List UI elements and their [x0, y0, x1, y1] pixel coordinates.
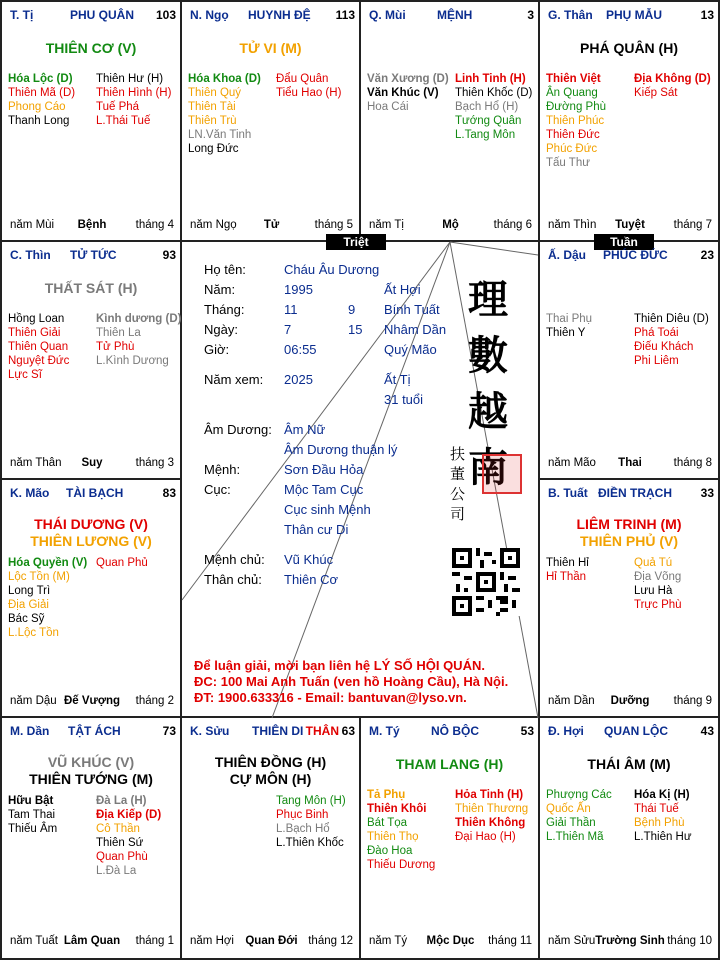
palace-year: năm Sửu	[548, 935, 596, 947]
palace-year: năm Tý	[369, 935, 408, 947]
main-stars	[2, 280, 180, 297]
minor-star: L.Đà La	[96, 865, 137, 877]
minor-star: Thiên Thương	[455, 803, 529, 815]
palace-name: TẬT ÁCH	[68, 724, 121, 738]
palace-name: TÀI BẠCH	[66, 486, 124, 500]
minor-star: Tử Phù	[96, 341, 135, 353]
minor-star: Bác Sỹ	[8, 613, 45, 625]
minor-star: Hóa Kị (H)	[634, 789, 690, 801]
palace-dan	[2, 718, 180, 956]
minor-star: Thiên Khốc (D)	[455, 87, 533, 99]
palace-header	[548, 724, 714, 740]
minor-star: Phong Cáo	[8, 101, 66, 113]
palace-thin	[2, 242, 180, 478]
minor-star: Hỉ Thần	[546, 571, 587, 583]
minor-star: Thiên Giải	[8, 327, 61, 339]
palace-name: TỬ TỨC	[70, 248, 117, 262]
palace-year: năm Thân	[10, 457, 62, 469]
palace-header	[369, 8, 534, 24]
palace-year: năm Hợi	[190, 935, 234, 947]
qr-code-icon[interactable]	[452, 548, 520, 616]
main-star: LIÊM TRINH (M)	[576, 516, 682, 532]
minor-star: Địa Võng	[634, 571, 682, 583]
main-star: THIÊN ĐỒNG (H)	[214, 754, 327, 770]
cuc-value-2: Cục sinh Mệnh	[284, 502, 371, 517]
palace-name: HUYNH ĐỆ	[248, 8, 311, 22]
palace-year: năm Tuất	[10, 935, 58, 947]
truong-sinh-stage: Tuyệt	[615, 219, 645, 231]
palace-mui	[361, 2, 538, 240]
palace-number: 53	[520, 724, 534, 738]
palace-month: tháng 7	[673, 219, 712, 231]
palace-footer	[10, 218, 174, 232]
minor-star: Cô Thần	[96, 823, 140, 835]
minor-star: Tang Môn (H)	[276, 795, 346, 807]
minor-star: Quốc Ấn	[546, 803, 591, 815]
minor-stars-left	[546, 72, 606, 170]
minor-star: Thiên Khôi	[367, 803, 427, 815]
palace-name: THIÊN DI	[252, 724, 304, 738]
palace-position: Ấ. Dậu	[548, 248, 587, 262]
main-star: THAM LANG (H)	[395, 756, 504, 772]
minor-star: Thiên Việt	[546, 73, 601, 85]
truong-sinh-stage: Lâm Quan	[63, 935, 121, 947]
minor-star: Tấu Thư	[546, 157, 590, 169]
minor-stars-left	[8, 312, 69, 382]
minor-star: Văn Khúc (V)	[367, 87, 439, 99]
palace-position: G. Thân	[548, 8, 593, 22]
palace-month: tháng 8	[673, 457, 712, 469]
minor-star: Thiên Không	[455, 817, 526, 829]
cuc-value: Mộc Tam Cục	[284, 482, 364, 497]
palace-name: PHÚC ĐỨC	[603, 248, 668, 262]
minor-star: Giải Thần	[546, 817, 596, 829]
minor-star: L.Bạch Hổ	[276, 823, 330, 835]
minor-star: Tả Phụ	[367, 789, 406, 801]
minor-star: Thiên Tài	[188, 101, 236, 113]
palace-header	[548, 8, 714, 24]
minor-stars-left	[546, 312, 592, 340]
minor-star: Thiên Quan	[8, 341, 69, 353]
contact-line-1: Để luận giải, mời bạn liên hệ LÝ SỐ HỘI QUÁN.	[194, 658, 485, 673]
minor-stars-right	[276, 72, 341, 100]
palace-header	[10, 486, 176, 502]
minor-stars-left	[367, 72, 449, 114]
minor-stars-left	[367, 788, 435, 872]
amduong-value-2: Âm Dương thuận lý	[284, 442, 398, 457]
palace-header	[190, 724, 355, 740]
palace-footer	[10, 456, 174, 470]
minor-stars-left	[8, 556, 87, 640]
minor-star: Lộc Tồn (M)	[8, 571, 70, 583]
main-star: THIÊN TƯỚNG (M)	[29, 771, 153, 787]
minor-star: Bệnh Phù	[634, 817, 685, 829]
palace-header	[10, 248, 176, 264]
main-star: VŨ KHÚC (V)	[47, 754, 135, 770]
truong-sinh-stage: Mộc Dục	[426, 935, 475, 947]
palace-year: năm Thìn	[548, 219, 597, 231]
minor-stars-right	[634, 788, 692, 844]
palace-month: tháng 5	[314, 219, 353, 231]
minor-stars-left	[546, 556, 589, 584]
truong-sinh-stage: Bệnh	[77, 219, 107, 231]
calligraphy-char: 南	[468, 444, 508, 491]
minor-stars-right	[455, 788, 528, 844]
minor-star: Quả Tú	[634, 557, 673, 569]
minor-star: Thiên Đức	[546, 129, 600, 141]
minor-stars-left	[546, 788, 612, 844]
palace-month: tháng 3	[135, 457, 174, 469]
minor-star: Tuế Phá	[96, 101, 140, 113]
cuc-label: Cục:	[204, 482, 231, 497]
palace-ti	[2, 2, 180, 240]
palace-position: M. Dần	[10, 724, 50, 738]
minor-star: Nguyệt Đức	[8, 355, 70, 367]
palace-header	[190, 8, 355, 24]
minor-star: Tướng Quân	[455, 115, 522, 127]
palace-footer	[190, 218, 353, 232]
palace-footer	[548, 456, 712, 470]
minor-star: L.Thiên Mã	[546, 831, 604, 843]
year-label: Năm:	[204, 282, 236, 297]
minor-star: Lưu Hà	[634, 585, 673, 597]
minor-star: Phúc Đức	[546, 143, 598, 155]
minor-star: Quan Phủ	[96, 557, 148, 569]
minor-star: Thiên Quý	[188, 87, 242, 99]
day-canchi: Nhâm Dần	[384, 322, 447, 337]
truong-sinh-stage: Mộ	[442, 219, 459, 231]
minor-star: L.Thiên Hư	[634, 831, 692, 843]
main-stars	[540, 516, 718, 550]
main-stars	[182, 40, 359, 57]
calligraphy-char: 越	[468, 388, 508, 435]
palace-name: PHU QUÂN	[70, 8, 135, 22]
minor-star: Thiên Trù	[188, 115, 237, 127]
main-star: THIÊN LƯƠNG (V)	[30, 533, 152, 549]
truong-sinh-stage: Quan Đới	[245, 935, 298, 947]
day-value: 7	[284, 322, 292, 337]
palace-name: QUAN LỘC	[604, 724, 668, 738]
minor-star: Phượng Các	[546, 789, 612, 801]
palace-number: 23	[700, 248, 714, 262]
minor-stars-right	[634, 72, 711, 100]
calligraphy-char: 扶	[450, 445, 466, 463]
age: 31 tuổi	[384, 392, 424, 407]
minor-star: Thiên Hình (H)	[96, 87, 172, 99]
minor-star: Thiếu Dương	[367, 859, 436, 871]
palace-number: 103	[155, 8, 176, 22]
minor-star: Hữu Bật	[8, 795, 54, 807]
minor-star: Đại Hao (H)	[455, 831, 516, 843]
palace-mao	[2, 480, 180, 716]
palace-number: 63	[341, 724, 355, 738]
minor-star: Thiên Sứ	[96, 837, 144, 849]
minor-stars-right	[96, 794, 161, 878]
amduong-label: Âm Dương:	[204, 422, 272, 437]
calligraphy-sub	[450, 444, 465, 524]
main-stars	[540, 40, 718, 57]
minor-star: Phi Liêm	[634, 355, 679, 367]
than-marker: THÂN	[305, 724, 339, 738]
month-canchi: Bính Tuất	[384, 302, 440, 317]
palace-position: M. Tý	[369, 724, 400, 738]
palace-month: tháng 11	[488, 935, 532, 947]
minor-star: Thiên Hỉ	[546, 557, 589, 569]
palace-name: PHỤ MẪU	[606, 8, 662, 22]
minor-star: LN.Văn Tinh	[188, 129, 252, 141]
minor-star: Thái Tuế	[634, 803, 679, 815]
palace-header	[10, 724, 176, 740]
minor-star: Địa Kiếp (D)	[96, 809, 162, 821]
hour-label: Giờ:	[204, 342, 230, 357]
minor-star: L.Thái Tuế	[96, 115, 151, 127]
palace-number: 93	[162, 248, 176, 262]
main-star: THÁI DƯƠNG (V)	[34, 516, 148, 532]
truong-sinh-stage: Dưỡng	[610, 695, 650, 707]
palace-year: năm Mùi	[10, 219, 55, 231]
palace-month: tháng 12	[308, 935, 353, 947]
palace-position: T. Tị	[10, 8, 34, 22]
minor-stars-right	[276, 794, 346, 850]
palace-month: tháng 1	[135, 935, 174, 947]
minor-stars-right	[96, 556, 148, 570]
minor-star: Long Đức	[188, 143, 239, 155]
palace-position: Đ. Hợi	[548, 724, 584, 738]
truong-sinh-stage: Tử	[263, 219, 280, 231]
truong-sinh-stage: Suy	[81, 457, 103, 469]
palace-month: tháng 10	[667, 935, 712, 947]
minor-star: Thiên Mã (D)	[8, 87, 76, 99]
view-year-label: Năm xem:	[204, 372, 264, 387]
minor-star: Thiên Diêu (D)	[634, 313, 709, 325]
palace-name: MỆNH	[437, 8, 473, 22]
contact-block	[194, 658, 508, 706]
month-label: Tháng:	[204, 302, 245, 317]
palace-tuat	[540, 480, 718, 716]
minor-stars-left	[8, 794, 57, 836]
day-lunar: 15	[348, 322, 363, 337]
amduong-value: Âm Nữ	[284, 422, 326, 437]
minor-star: Hóa Khoa (D)	[188, 73, 261, 85]
main-star: CỰ MÔN (H)	[229, 771, 312, 787]
palace-year: năm Tị	[369, 219, 404, 231]
minor-star: Kình dương (D)	[96, 313, 182, 325]
palace-number: 113	[335, 8, 355, 22]
main-star: PHÁ QUÂN (H)	[580, 40, 678, 56]
minor-star: Trực Phù	[634, 599, 682, 611]
minor-stars-right	[634, 556, 682, 612]
contact-address: ĐC: 100 Mai Anh Tuấn (ven hồ Hoàng Cầu), Hà Nội.	[194, 674, 509, 689]
minor-star: Điếu Khách	[634, 341, 694, 353]
menhchu-label: Mệnh chủ:	[204, 552, 265, 567]
truong-sinh-stage: Trường Sinh	[595, 935, 665, 947]
palace-number: 13	[700, 8, 714, 22]
main-star: THIÊN CƠ (V)	[45, 40, 137, 56]
view-year-canchi: Ất Tị	[384, 372, 411, 387]
minor-star: Đẩu Quân	[276, 73, 329, 85]
palace-header	[548, 486, 714, 502]
minor-star: Đường Phù	[546, 101, 606, 113]
palace-month: tháng 4	[135, 219, 174, 231]
main-star: TỬ VI (M)	[239, 40, 302, 56]
main-stars	[2, 516, 180, 550]
minor-star: Thiên Thọ	[367, 831, 419, 843]
minor-star: Hồng Loan	[8, 313, 65, 325]
palace-header	[369, 724, 534, 740]
red-seal-stamp	[482, 454, 522, 494]
minor-star: Phục Binh	[276, 809, 329, 821]
palace-ty	[361, 718, 538, 956]
palace-name: NÔ BỘC	[431, 724, 479, 738]
palace-suu	[182, 718, 359, 956]
minor-star: Thiếu Âm	[8, 823, 58, 835]
palace-position: K. Sửu	[190, 724, 230, 738]
palace-number: 3	[527, 8, 534, 22]
minor-star: L.Kình Dương	[96, 355, 169, 367]
palace-number: 73	[162, 724, 176, 738]
hour-canchi: Quý Mão	[384, 342, 437, 357]
calligraphy-char: 公	[450, 485, 466, 503]
thanchu-label: Thân chủ:	[204, 572, 262, 587]
month-lunar: 9	[348, 302, 356, 317]
year-canchi: Ất Hợi	[384, 282, 421, 297]
palace-header	[548, 248, 714, 264]
palace-header	[10, 8, 176, 24]
minor-star: Thiên Phúc	[546, 115, 605, 127]
palace-year: năm Mão	[548, 457, 596, 469]
thanchu-value: Thiên Cơ	[284, 572, 339, 587]
palace-dau	[540, 242, 718, 478]
palace-year: năm Dậu	[10, 695, 57, 707]
palace-footer	[548, 694, 712, 708]
minor-star: Địa Giải	[8, 599, 49, 611]
minor-star: Hỏa Tinh (H)	[455, 789, 524, 801]
menh-label: Mệnh:	[204, 462, 241, 477]
palace-year: năm Dần	[548, 695, 595, 707]
minor-star: Quan Phù	[96, 851, 148, 863]
calligraphy-char: 數	[468, 332, 508, 379]
minor-star: Đà La (H)	[96, 795, 147, 807]
minor-star: Thiên La	[96, 327, 141, 339]
truong-sinh-stage: Đế Vượng	[63, 695, 121, 707]
main-stars	[540, 756, 718, 773]
minor-star: Thai Phụ	[546, 313, 593, 325]
palace-position: C. Thìn	[10, 248, 51, 262]
minor-star: Kiếp Sát	[634, 87, 678, 99]
palace-footer	[369, 934, 532, 948]
minor-star: L.Thiên Khốc	[276, 837, 344, 849]
triet-tag: Triệt	[326, 234, 386, 250]
palace-month: tháng 9	[673, 695, 712, 707]
minor-star: Lực Sĩ	[8, 369, 42, 381]
minor-star: Tam Thai	[8, 809, 56, 821]
main-star: THÁI ÂM (M)	[587, 756, 671, 772]
minor-star: Hóa Quyền (V)	[8, 557, 88, 569]
main-stars	[2, 40, 180, 57]
menh-value: Sơn Đầu Hỏa	[284, 462, 364, 477]
day-label: Ngày:	[204, 322, 238, 337]
truong-sinh-stage: Thai	[618, 457, 642, 469]
minor-star: L.Lộc Tồn	[8, 627, 59, 639]
minor-star: Địa Không (D)	[634, 73, 711, 85]
minor-star: Văn Xương (D)	[367, 73, 449, 85]
main-stars	[2, 754, 180, 788]
palace-footer	[548, 218, 712, 232]
minor-star: Thanh Long	[8, 115, 70, 127]
palace-ngo	[182, 2, 359, 240]
minor-star: Linh Tinh (H)	[455, 73, 526, 85]
minor-star: Bát Tọa	[367, 817, 408, 829]
minor-stars-left	[188, 72, 261, 156]
minor-stars-right	[455, 72, 532, 142]
contact-phone-email[interactable]: ĐT: 1900.633316 - Email: bantuvan@lyso.vn.	[194, 690, 467, 705]
minor-stars-right	[96, 72, 171, 128]
minor-stars-left	[8, 72, 75, 128]
minor-stars-right	[96, 312, 181, 368]
minor-star: Ân Quang	[546, 87, 598, 99]
palace-position: K. Mão	[10, 486, 50, 500]
minor-star: Hoa Cái	[367, 101, 409, 113]
minor-star: Hóa Lộc (D)	[8, 73, 73, 85]
palace-number: 33	[700, 486, 714, 500]
minor-star: Đào Hoa	[367, 845, 413, 857]
main-star: THIÊN PHỦ (V)	[580, 533, 678, 549]
palace-number: 83	[162, 486, 176, 500]
center-panel	[182, 242, 538, 718]
palace-footer	[10, 694, 174, 708]
name-label: Họ tên:	[204, 262, 246, 277]
palace-number: 43	[700, 724, 714, 738]
main-stars	[361, 756, 538, 773]
year-value: 1995	[284, 282, 313, 297]
tuan-tag: Tuần	[594, 234, 654, 250]
palace-footer	[10, 934, 174, 948]
palace-position: N. Ngọ	[190, 8, 229, 22]
name-value: Cháu Âu Dương	[284, 262, 380, 277]
palace-month: tháng 6	[493, 219, 532, 231]
minor-star: Phá Toái	[634, 327, 679, 339]
menhchu-value: Vũ Khúc	[284, 552, 334, 567]
calligraphy-char: 司	[450, 505, 466, 523]
palace-hoi	[540, 718, 718, 956]
palace-footer	[369, 218, 532, 232]
minor-star: Tiểu Hao (H)	[276, 87, 342, 99]
minor-star: Thiên Y	[546, 327, 586, 339]
minor-star: Thiên Hư (H)	[96, 73, 164, 85]
palace-than	[540, 2, 718, 240]
palace-name: ĐIỀN TRẠCH	[598, 486, 672, 500]
hour-value: 06:55	[284, 342, 317, 357]
palace-footer	[190, 934, 353, 948]
view-year-value: 2025	[284, 372, 313, 387]
minor-star: Bạch Hổ (H)	[455, 101, 519, 113]
palace-position: B. Tuất	[548, 486, 588, 500]
minor-star: Long Trì	[8, 585, 51, 597]
main-stars	[182, 754, 359, 788]
main-star: THẤT SÁT (H)	[44, 280, 138, 296]
calligraphy-char: 理	[468, 276, 508, 323]
palace-year: năm Ngọ	[190, 219, 237, 231]
palace-position: Q. Mùi	[369, 8, 406, 22]
minor-star: L.Tang Môn	[455, 129, 516, 141]
calligraphy-char: 董	[450, 465, 466, 483]
palace-month: tháng 2	[135, 695, 174, 707]
minor-stars-right	[634, 312, 709, 368]
cuc-value-3: Thân cư Di	[284, 522, 349, 537]
palace-footer	[548, 934, 712, 948]
month-value: 11	[284, 302, 298, 317]
